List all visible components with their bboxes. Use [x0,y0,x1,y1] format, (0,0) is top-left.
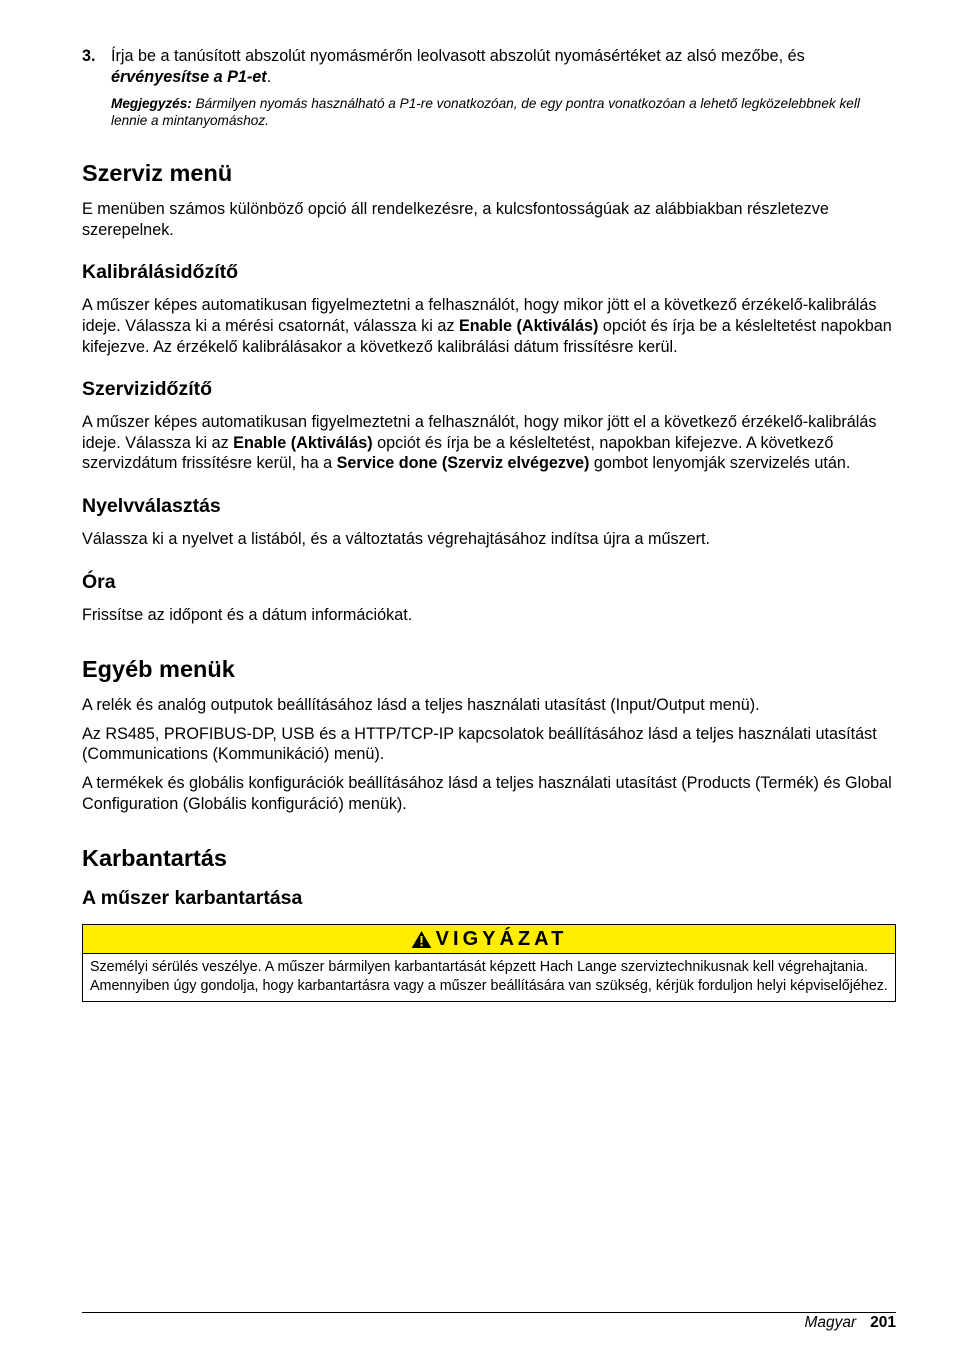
warning-triangle-icon [411,930,432,949]
note-label: Megjegyzés: [111,96,192,112]
calibration-timer-text [82,295,896,357]
language-text: Válassza ki a nyelvet a listából, és a változtatás végrehajtásához indítsa újra a műszert. [82,529,711,548]
step-text-b: . [266,67,272,86]
calibration-timer-text-a: A műszer képes automatikusan figyelmeztetni a felhasználót, hogy mikor jött el a következő érzékelő-kalibrálás ideje. Válassza ki a mérési csatornát, válassza ki az [82,296,877,335]
service-timer-text-b: opciót és írja be a késleltetést, napokban kifejezve. A következő szervizdátum frissítésre kerül, ha a [82,433,834,473]
service-menu-intro: E menüben számos különböző opció áll rendelkezésre, a kulcsfontosságúak az alábbiakban részletezve szerepelnek. [82,200,829,239]
step-text-emphasis: érvényesítse a P1-et [111,67,267,86]
service-timer-text [82,412,896,474]
service-done-label: Service done (Szerviz elvégezve) [336,454,590,473]
footer-language: Magyar [804,1314,857,1331]
page-number: 201 [870,1314,896,1331]
enable-option-label: Enable (Aktiválás) [233,433,373,452]
calibration-timer-heading: Kalibrálásidőzítő [82,261,239,284]
note [82,95,896,129]
other-menus-heading: Egyéb menük [82,656,235,683]
note-text: Bármilyen nyomás használható a P1-re vonatkozóan, de egy pontra vonatkozóan a lehető legközelebbnek kell lennie a mintanyomáshoz. [111,96,860,129]
clock-heading: Óra [82,570,116,593]
instrument-maintenance-heading: A műszer karbantartása [82,887,303,910]
caution-label: VIGYÁZAT [435,927,568,950]
step-text-a: Írja be a tanúsított abszolút nyomásmérőn leolvasott abszolút nyomásértéket az alsó mezőbe, és [111,47,805,65]
clock-text: Frissítse az időpont és a dátum információkat. [82,605,413,624]
step-3 [82,46,896,87]
service-timer-heading: Szervizidőzítő [82,378,213,401]
caution-box [82,924,896,1002]
step-number: 3. [82,47,96,65]
footer-divider [82,1312,896,1313]
document-page [82,46,896,1002]
other-menus-p1: A relék és analóg outputok beállításához lásd a teljes használati utasítást (Input/Output menü). [82,696,760,715]
service-menu-heading: Szerviz menü [82,160,233,187]
maintenance-heading: Karbantartás [82,845,227,872]
service-timer-text-c: gombot lenyomják szervizelés után. [589,454,851,473]
enable-option-label: Enable (Aktiválás) [458,316,599,335]
caution-header [83,925,895,954]
service-timer-text-a: A műszer képes automatikusan figyelmeztetni a felhasználót, hogy mikor jött el a következő érzékelő-kalibrálás ideje. Válassza ki az [82,413,877,452]
language-heading: Nyelvválasztás [82,494,221,517]
other-menus-p3: A termékek és globális konfigurációk beállításához lásd a teljes használati utasítást (Products (Termék) és Global Configuration (Globális konfiguráció) menük). [82,773,892,813]
caution-text: Személyi sérülés veszélye. A műszer bármilyen karbantartását képzett Hach Lange szerviztechnikusnak kell végrehajtania. Amennyiben úgy gondolja, hogy karbantartásra vagy a műszer beállítására van szükség, kérjük forduljon helyi képviselőjéhez. [90,959,888,994]
calibration-timer-text-b: opciót és írja be a késleltetést napokban kifejezve. Az érzékelő kalibrálásakor a következő kalibrálási dátum frissítésre kerül. [82,316,892,356]
page-footer [804,1313,896,1333]
other-menus-p2: Az RS485, PROFIBUS-DP, USB és a HTTP/TCP-IP kapcsolatok beállításához lásd a teljes használati utasítást (Communications (Kommunikáció) menü). [82,724,877,764]
